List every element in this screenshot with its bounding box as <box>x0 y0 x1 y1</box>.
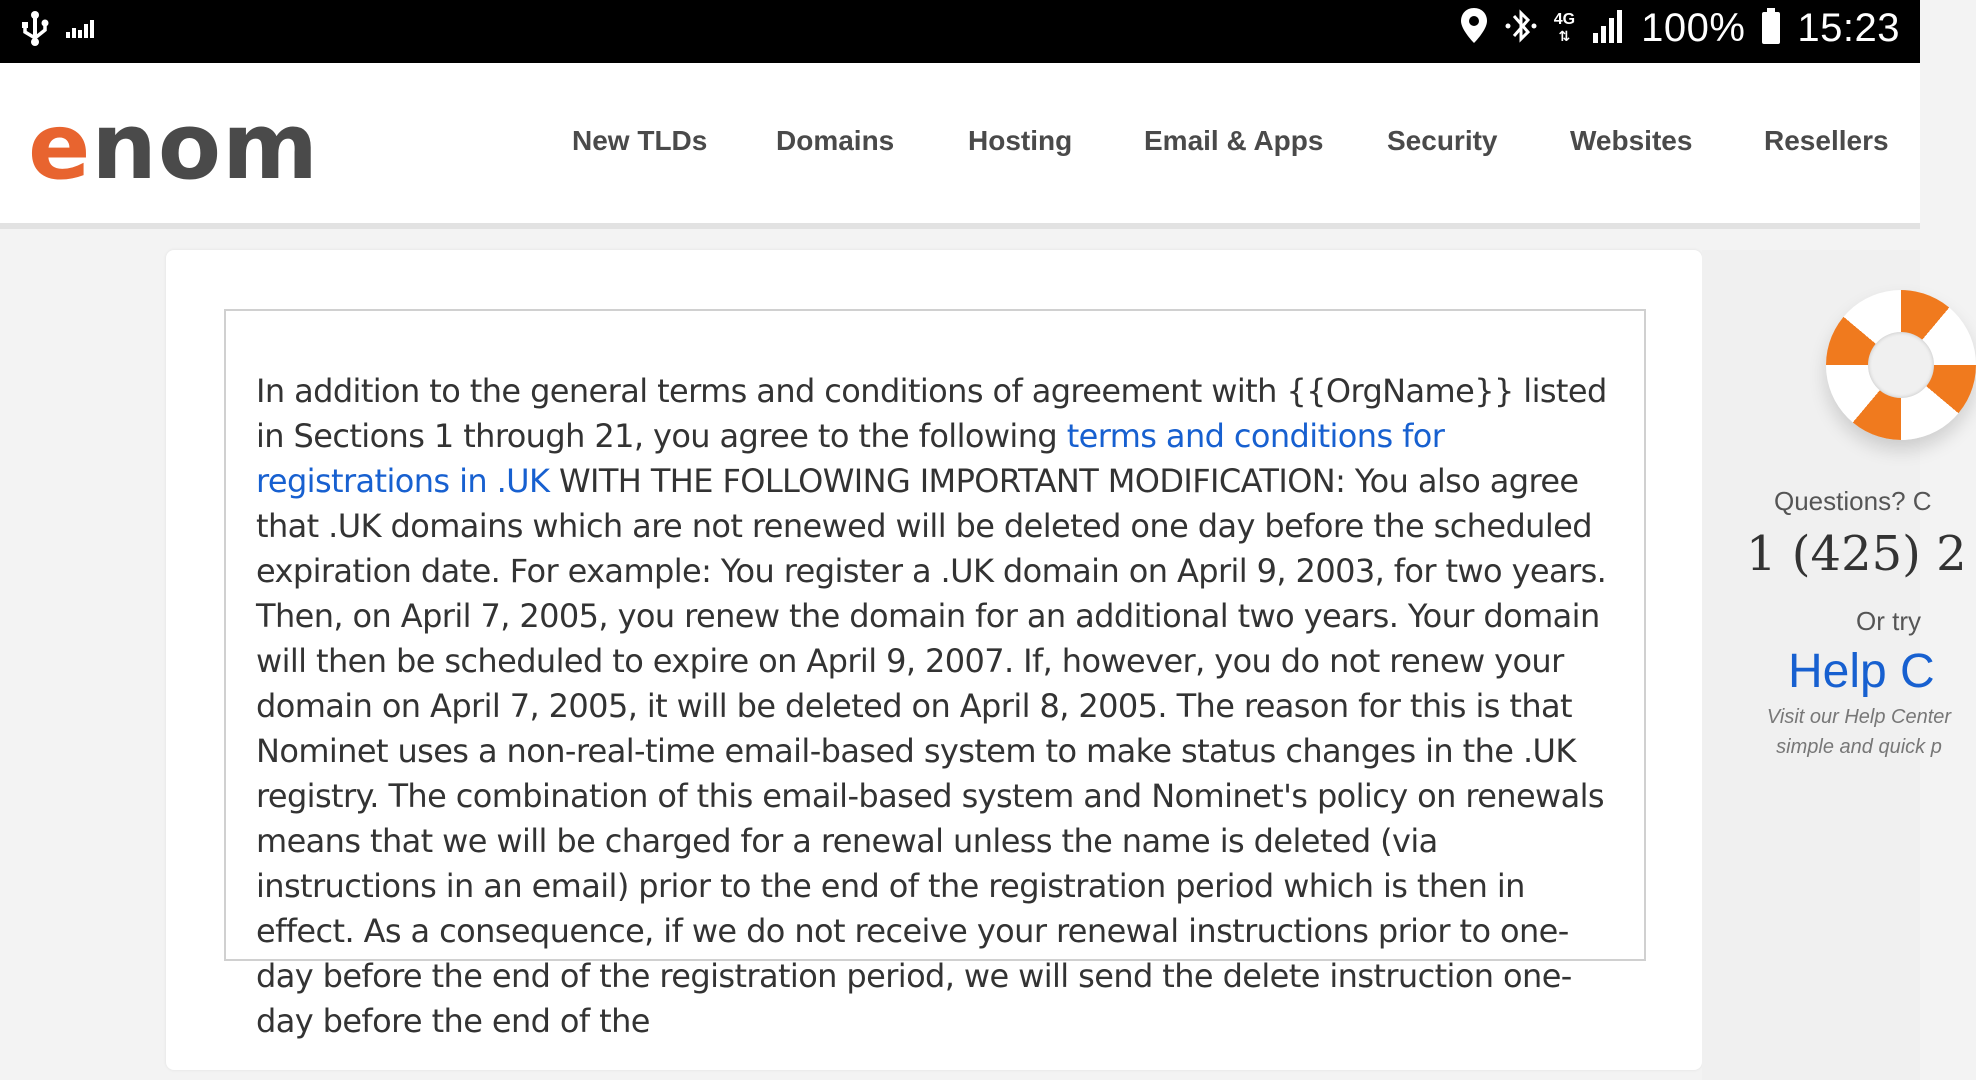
status-bar <box>0 0 1920 63</box>
logo-e-letter: e <box>28 93 92 200</box>
logo-rest: nom <box>91 93 319 200</box>
help-desc-line1: Visit our Help Center <box>1766 706 1952 728</box>
nav-new-tlds[interactable]: New TLDs <box>572 125 708 156</box>
usb-icon <box>22 10 48 51</box>
nav-domains[interactable]: Domains <box>776 125 895 156</box>
terms-text-body: WITH THE FOLLOWING IMPORTANT MODIFICATION: You also agree that .UK domains which are not renewed will be deleted one day before the scheduled expiration date. For example: You register a .UK domain on April 9, 2003, for two years. Then, on April 7, 2005, you renew the domain for an additional two years. Your domain will then be scheduled to expire on April 9, 2007. If, however, you do not renew your domain on April 7, 2005, it will be deleted on April 8, 2005. The reason for this is that Nominet uses a non-real-time email-based system to make status changes in the .UK registry. The combination of this email-based system and Nominet's policy on renewals means that we will be charged for a renewal unless the name is deleted (via instructions in an email) prior to the end of the registration period which is then in effect. As a consequence, if we do not receive your renewal instructions prior to one-day before the end of the registration period, we will send the delete instruction one-day before the end of the <box>256 462 1607 1040</box>
nav-resellers[interactable]: Resellers <box>1764 125 1889 156</box>
terms-text <box>256 369 1616 1044</box>
terms-scroll-box[interactable] <box>224 309 1646 1040</box>
battery-icon <box>1761 8 1781 49</box>
signal-strength-icon <box>1591 9 1625 48</box>
nav-hosting[interactable]: Hosting <box>968 125 1073 156</box>
network-type-label: 4G <box>1553 11 1576 28</box>
signal-bars-small-icon <box>66 18 96 43</box>
help-desc-line2: simple and quick p <box>1776 736 1942 758</box>
bluetooth-icon <box>1504 8 1538 49</box>
help-sidebar <box>1702 250 1967 1080</box>
nav-websites[interactable]: Websites <box>1570 125 1693 156</box>
battery-percent: 100% <box>1641 6 1746 50</box>
lifebuoy-icon <box>1826 290 1976 440</box>
nav-security[interactable]: Security <box>1387 125 1498 156</box>
clock: 15:23 <box>1797 6 1900 50</box>
terms-text-intro: In addition to the general terms and conditions of agreement with {{OrgName}} listed in Sections 1 through 21, you agree to the following <box>256 372 1607 455</box>
questions-label: Questions? C <box>1774 486 1932 516</box>
help-center-link[interactable]: Help C <box>1788 645 1935 698</box>
phone-number[interactable]: 1 (425) 2 <box>1746 526 1967 582</box>
uk-terms-link[interactable]: terms and conditions for registrations in .UK <box>256 417 1445 500</box>
site-header <box>0 63 1920 229</box>
location-icon <box>1460 8 1488 49</box>
help-center-description <box>1744 702 1974 762</box>
or-try-label: Or try <box>1856 606 1921 636</box>
network-4g-icon: 4G ⇅ <box>1553 11 1576 44</box>
nav-email-apps[interactable]: Email & Apps <box>1144 125 1324 156</box>
main-nav <box>0 125 1920 165</box>
